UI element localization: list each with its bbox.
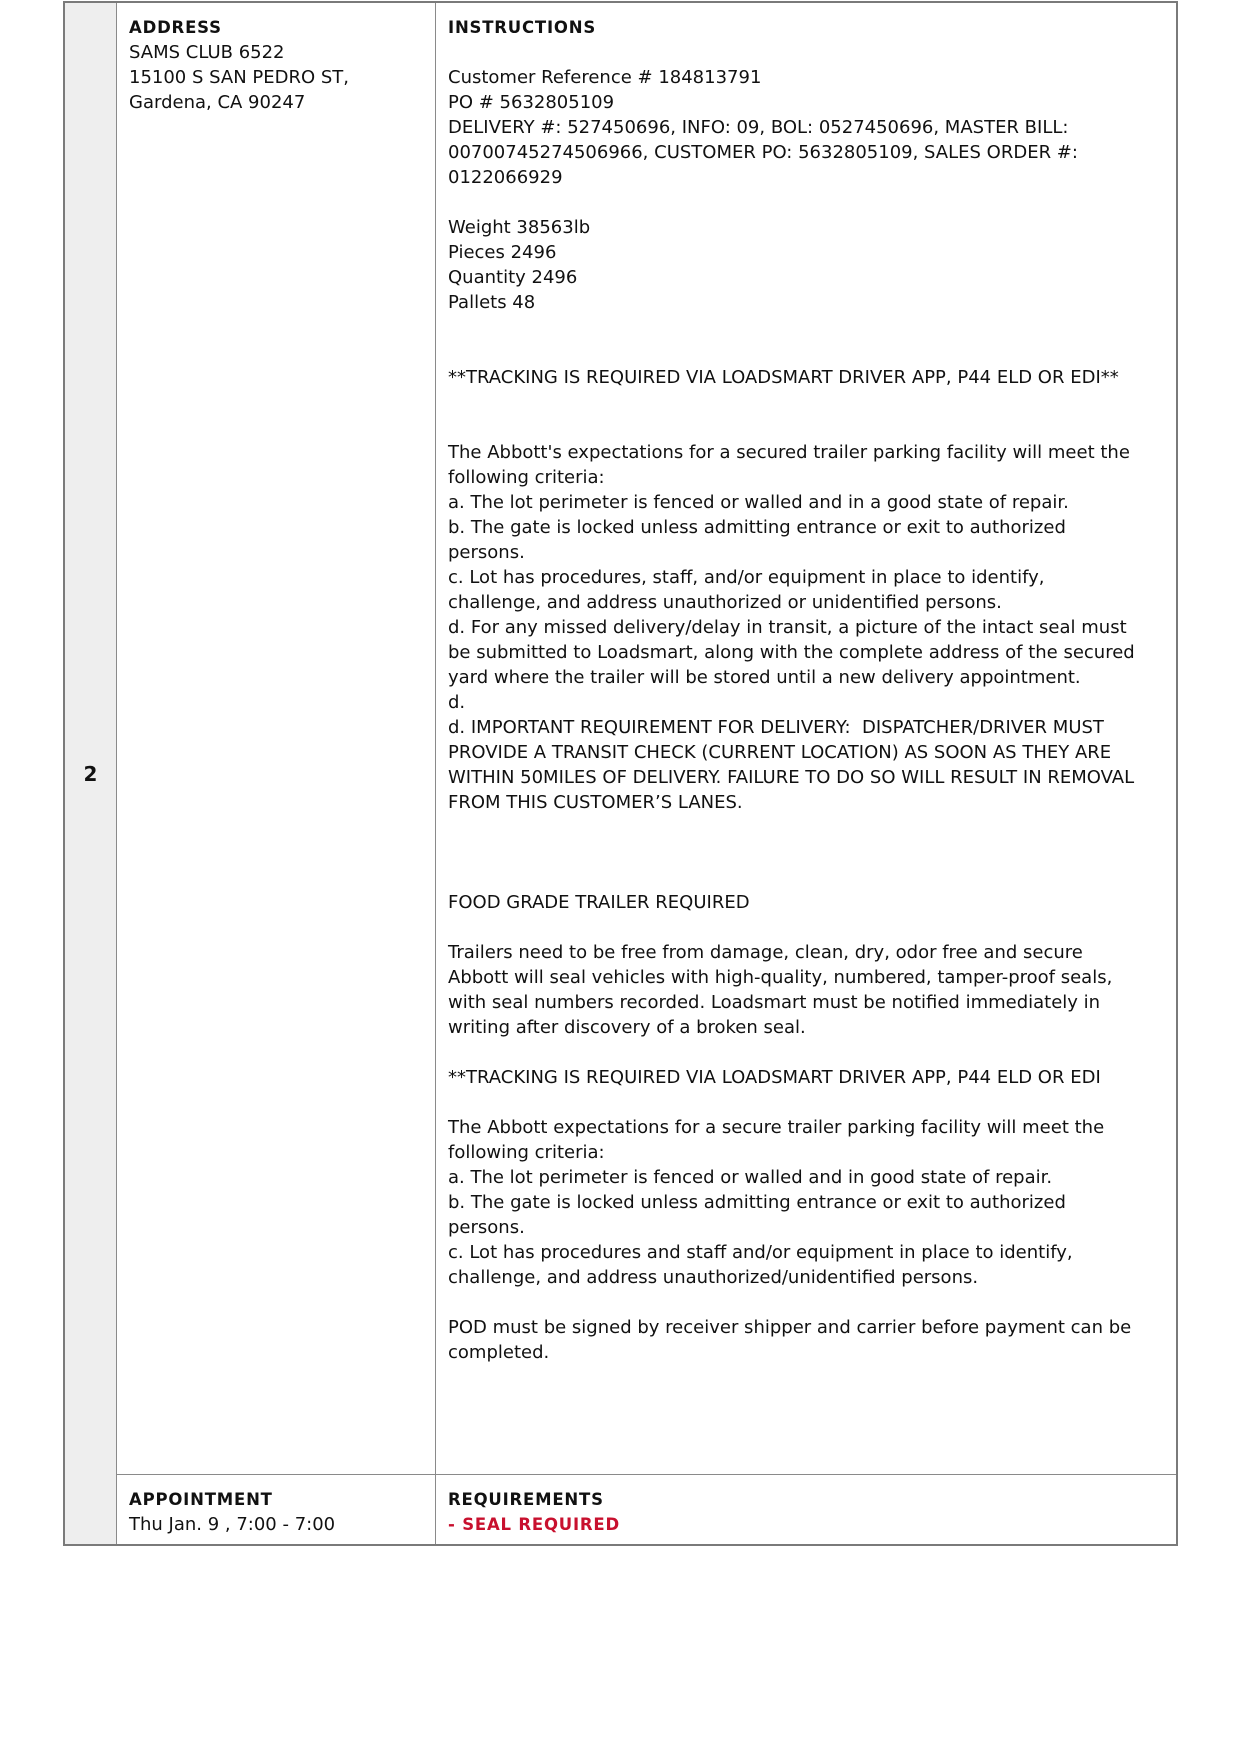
address-cell [117,3,436,1474]
appointment-cell [117,1474,436,1544]
requirement-items [448,1512,1164,1537]
instruction-line: c. Lot has procedures, staff, and/or equipment in place to identify, challenge, and address unauthorized or unidentified persons. [448,567,1051,613]
address-lines [129,40,423,115]
appointment-value: Thu Jan. 9 , 7:00 - 7:00 [129,1514,336,1535]
appointment-label: APPOINTMENT [129,1490,273,1509]
instruction-line: a. The lot perimeter is fenced or walled and in a good state of repair. [448,492,1069,513]
instruction-line: b. The gate is locked unless admitting entrance or exit to authorized persons. [448,517,1072,563]
instruction-line [448,340,1136,365]
instruction-line: d. [448,692,466,713]
instruction-line: The Abbott's expectations for a secured trailer parking facility will meet the following criteria: [448,442,1136,488]
instruction-line: FOOD GRADE TRAILER REQUIRED [448,892,750,913]
address-line: SAMS CLUB 6522 [129,42,285,63]
instruction-line [448,190,1136,215]
instruction-line: d. IMPORTANT REQUIREMENT FOR DELIVERY: DISPATCHER/DRIVER MUST PROVIDE A TRANSIT CHECK (CURRENT LOCATION) AS SOON AS THEY ARE WITHIN 50MILES OF DELIVERY. FAILURE TO DO SO WILL RESULT IN REMOVAL FROM THIS CUSTOMER’S LANES. [448,717,1140,813]
instruction-line: POD must be signed by receiver shipper and carrier before payment can be completed. [448,1317,1137,1363]
instruction-line: Pallets 48 [448,292,536,313]
instruction-line [448,390,1136,415]
instruction-line: Pieces 2496 [448,242,557,263]
stop-number: 2 [83,761,98,786]
requirement-item: - SEAL REQUIRED [448,1515,620,1534]
instruction-line [448,815,1136,840]
instruction-line: d. For any missed delivery/delay in transit, a picture of the intact seal must be submitted to Loadsmart, along with the complete address of the secured yard where the trailer will be stored until a new delivery appointment. [448,617,1141,688]
instruction-line: Quantity 2496 [448,267,578,288]
address-label: ADDRESS [129,18,222,37]
instruction-line [448,915,1136,940]
stop-number-cell [65,3,117,1544]
instruction-line: Customer Reference # 184813791 [448,67,762,88]
instruction-line: a. The lot perimeter is fenced or walled and in good state of repair. [448,1167,1053,1188]
instruction-line: PO # 5632805109 [448,92,615,113]
instruction-line [448,315,1136,340]
address-line: 15100 S SAN PEDRO ST, [129,67,350,88]
requirements-label: REQUIREMENTS [448,1490,604,1509]
stop-table [63,1,1178,1546]
instructions-cell [436,3,1176,1474]
instruction-line [448,1040,1136,1065]
instruction-line [448,1090,1136,1115]
instruction-line [448,415,1136,440]
instruction-line: **TRACKING IS REQUIRED VIA LOADSMART DRIVER APP, P44 ELD OR EDI [448,1067,1101,1088]
instruction-line: c. Lot has procedures and staff and/or equipment in place to identify, challenge, and address unauthorized/unidentified persons. [448,1242,1079,1288]
requirements-cell [436,1474,1176,1544]
instruction-line: Trailers need to be free from damage, clean, dry, odor free and secure Abbott will seal vehicles with high-quality, numbered, tamper-proof seals, with seal numbers recorded. Loadsmart must be notified immediately in writing after discovery of a broken seal. [448,942,1119,1038]
instruction-line [448,865,1136,890]
instruction-line: DELIVERY #: 527450696, INFO: 09, BOL: 0527450696, MASTER BILL: 00700745274506966, CUSTOMER PO: 5632805109, SALES ORDER #: 0122066929 [448,117,1084,188]
instruction-line [448,40,1136,65]
instruction-line [448,1290,1136,1315]
instruction-line: The Abbott expectations for a secure trailer parking facility will meet the following criteria: [448,1117,1110,1163]
instruction-line [448,840,1136,865]
instruction-line: **TRACKING IS REQUIRED VIA LOADSMART DRIVER APP, P44 ELD OR EDI** [448,367,1119,388]
instruction-line: Weight 38563lb [448,217,591,238]
instructions-label: INSTRUCTIONS [448,18,597,37]
address-line: Gardena, CA 90247 [129,92,306,113]
instruction-lines [448,40,1141,1365]
instruction-line: b. The gate is locked unless admitting entrance or exit to authorized persons. [448,1192,1072,1238]
